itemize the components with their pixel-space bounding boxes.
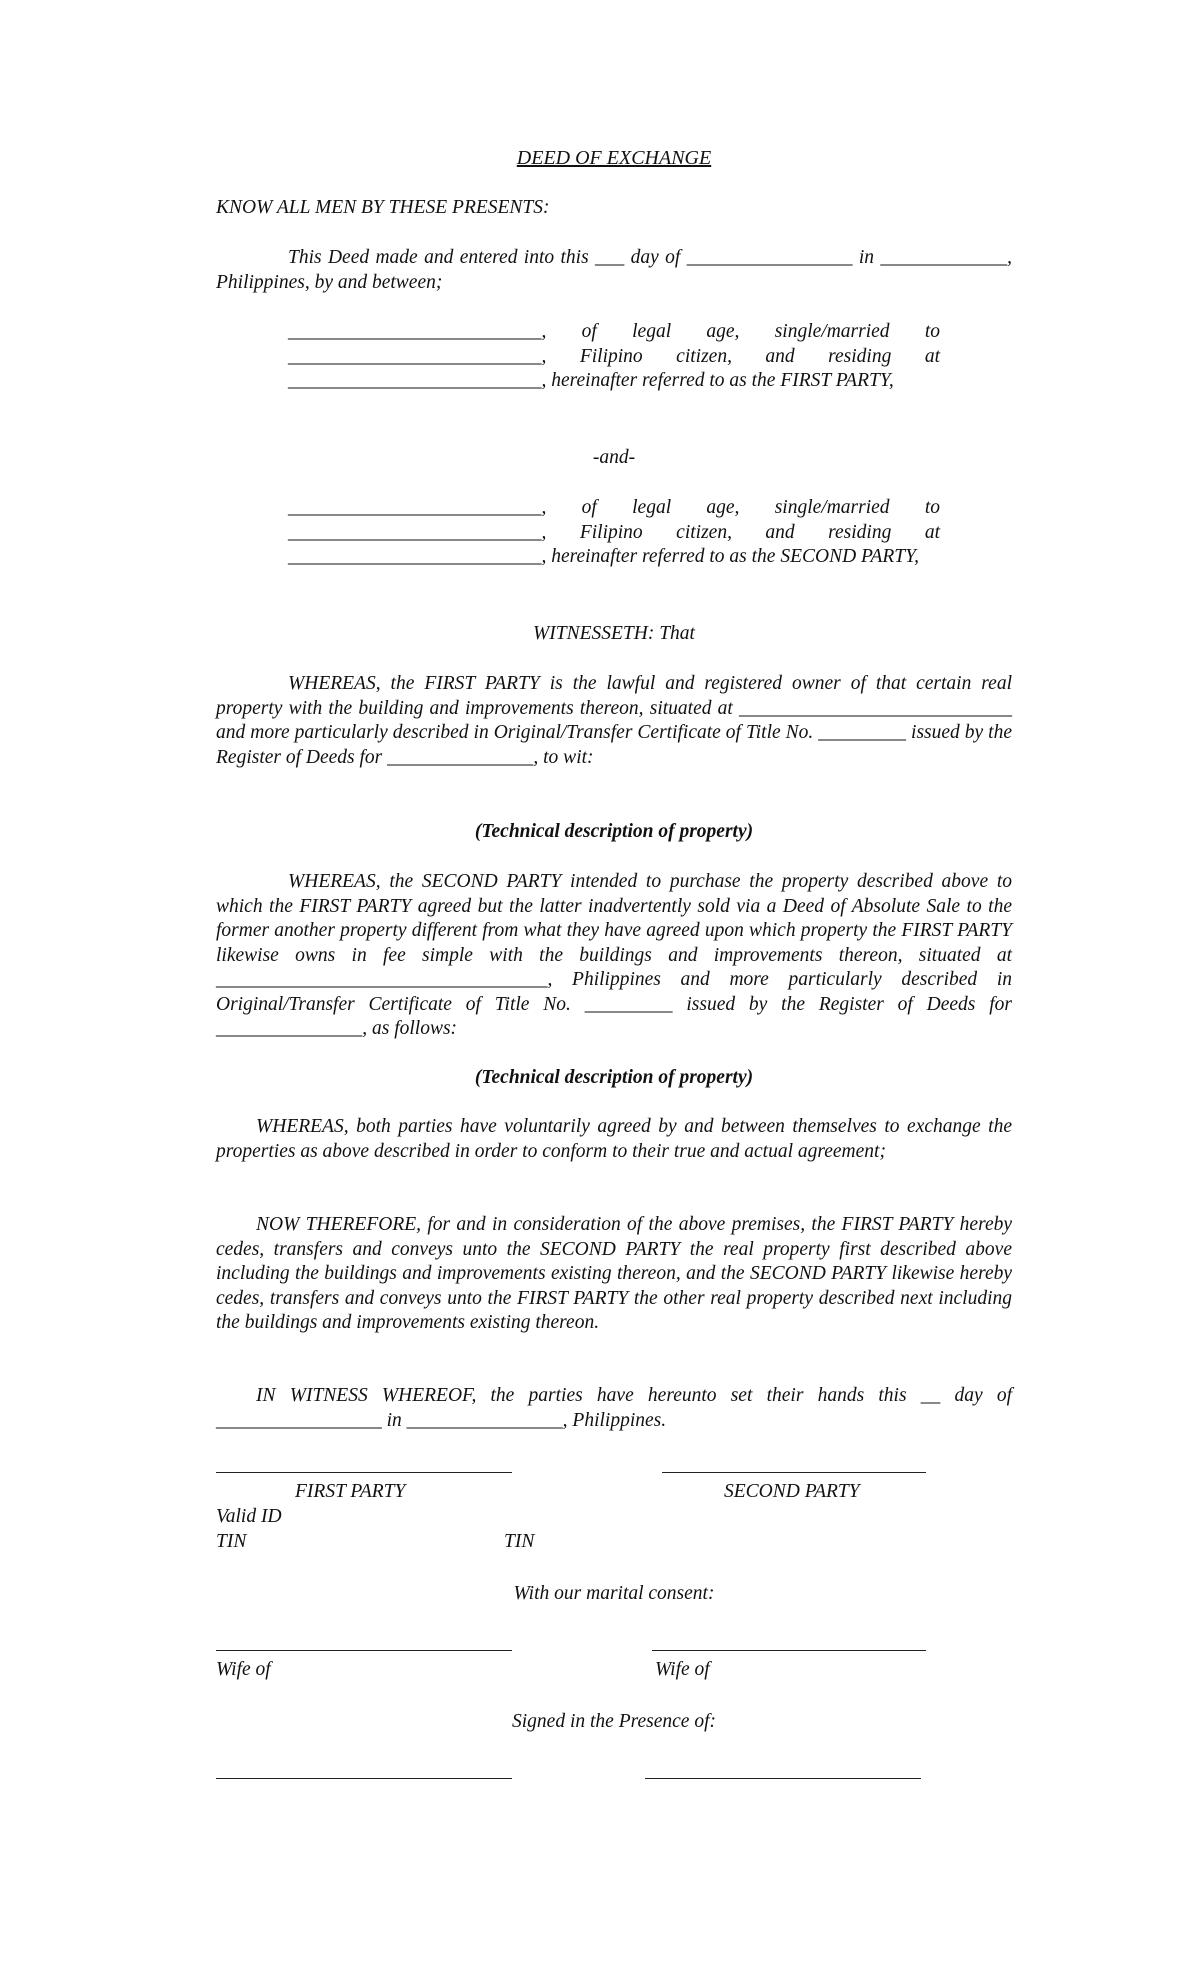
technical-description-2: (Technical description of property) <box>474 1067 754 1088</box>
wife-of-left-label: Wife of <box>216 1659 271 1680</box>
second-party-block: __________________________, of legal age, single/married to __________________________, Filipino citizen, and residing at __________________________, hereinafter referred to as the SECOND PARTY, <box>288 497 940 567</box>
right-witness-signature-line <box>645 1778 921 1779</box>
right-spouse-signature-line <box>652 1650 926 1651</box>
whereas-paragraph-2: WHEREAS, the SECOND PARTY intended to purchase the property described above to which the FIRST PARTY agreed but the latter inadvertently sold via a Deed of Absolute Sale to the former another property different from what they have agreed upon which property the FIRST PARTY likewise owns in fee simple with the buildings and improvements thereon, situated at __________________________________, Philippines and more particularly described in Original/Transfer Certificate of Title No. _________ issued by the Register of Deeds for _______________, as follows: <box>216 871 1012 1039</box>
intro-paragraph: This Deed made and entered into this ___ day of _________________ in _____________, Philippines, by and between; <box>216 247 1012 293</box>
valid-id-label: Valid ID <box>216 1506 282 1527</box>
second-party-label: SECOND PARTY <box>724 1481 860 1502</box>
witnesseth-heading: WITNESSETH: That <box>533 623 695 644</box>
in-witness-paragraph: IN WITNESS WHEREOF, the parties have hereunto set their hands this __ day of _________________ in ________________, Philippines. <box>216 1385 1012 1431</box>
first-party-signature-line <box>216 1472 512 1473</box>
and-separator: -and- <box>592 447 636 468</box>
tin-label-right: TIN <box>504 1531 535 1552</box>
first-party-label: FIRST PARTY <box>295 1481 406 1502</box>
left-spouse-signature-line <box>216 1650 512 1651</box>
marital-consent-heading: With our marital consent: <box>513 1583 715 1604</box>
now-therefore-paragraph: NOW THEREFORE, for and in consideration of the above premises, the FIRST PARTY hereby cedes, transfers and conveys unto the SECOND PARTY the real property first described above including the buildings and improvements existing thereon, and the SECOND PARTY likewise hereby cedes, transfers and conveys unto the FIRST PARTY the other real property described next including the buildings and improvements existing thereon. <box>216 1214 1012 1333</box>
signed-in-presence-heading: Signed in the Presence of: <box>512 1711 716 1732</box>
tin-label-left: TIN <box>216 1531 247 1552</box>
technical-description-1: (Technical description of property) <box>474 821 754 842</box>
salutation: KNOW ALL MEN BY THESE PRESENTS: <box>216 197 550 218</box>
document-title: DEED OF EXCHANGE <box>516 147 712 169</box>
first-party-block: __________________________, of legal age, single/married to __________________________, Filipino citizen, and residing at __________________________, hereinafter referred to as the FIRST PARTY, <box>288 321 940 391</box>
left-witness-signature-line <box>216 1778 512 1779</box>
whereas-paragraph-3: WHEREAS, both parties have voluntarily agreed by and between themselves to exchange the properties as above described in order to conform to their true and actual agreement; <box>216 1116 1012 1162</box>
whereas-paragraph-1: WHEREAS, the FIRST PARTY is the lawful and registered owner of that certain real property with the building and improvements thereon, situated at ____________________________ and more particularly described in Original/Transfer Certificate of Title No. _________ issued by the Register of Deeds for _______________, to wit: <box>216 673 1012 768</box>
wife-of-right-label: Wife of <box>655 1659 710 1680</box>
second-party-signature-line <box>662 1472 926 1473</box>
